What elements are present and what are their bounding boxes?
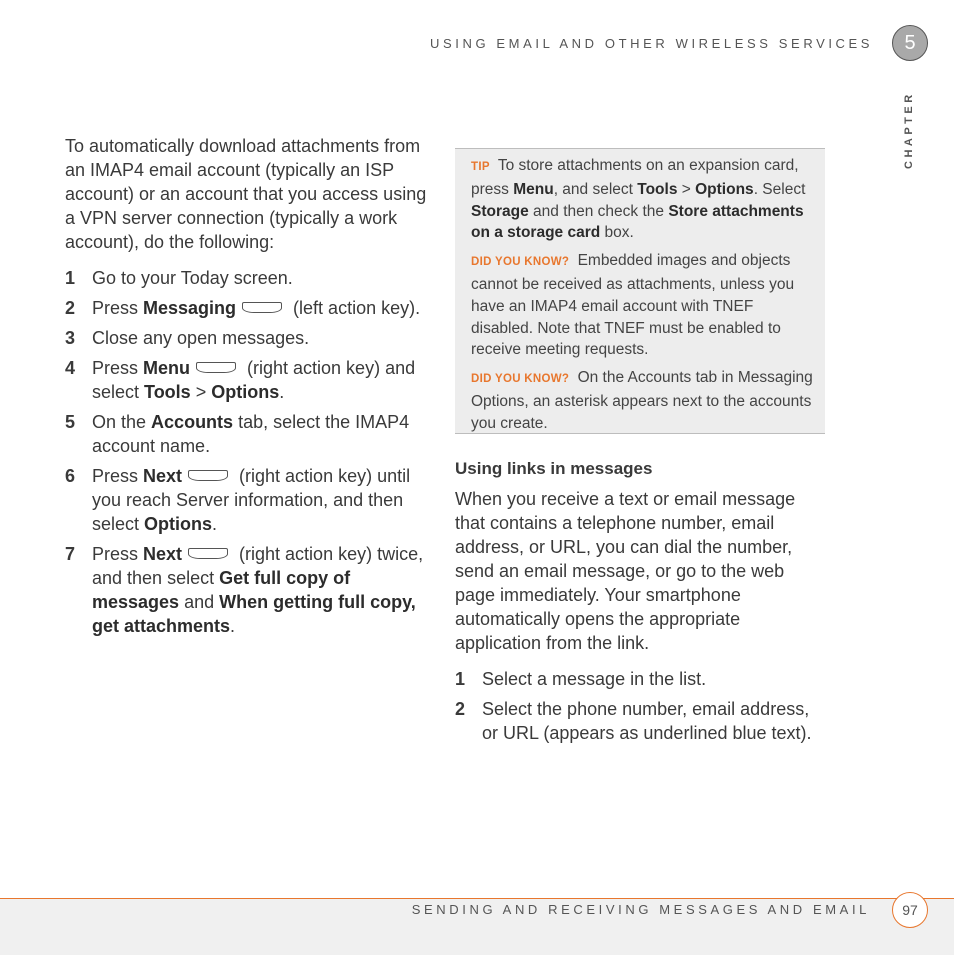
ui-term: Store attachments on a storage card — [471, 202, 804, 242]
ui-term: Accounts — [151, 412, 234, 432]
ui-term: Messaging — [143, 298, 237, 318]
tip-text: box. — [600, 224, 634, 242]
step-number: 6 — [65, 466, 76, 486]
running-footer: SENDING AND RECEIVING MESSAGES AND EMAIL — [411, 902, 870, 917]
list-item — [65, 266, 435, 290]
did-you-know-paragraph — [471, 250, 813, 361]
step-text: Select a message in the list. — [482, 669, 707, 689]
ui-term: Menu — [513, 180, 554, 198]
step-text: and — [179, 592, 220, 612]
imap-steps-list — [65, 266, 435, 638]
did-you-know-label: DID YOU KNOW? — [471, 373, 570, 386]
step-text: Press — [92, 466, 144, 486]
ui-term: Storage — [471, 202, 529, 220]
chapter-label: CHAPTER — [903, 91, 915, 169]
did-you-know-text: Embedded images and objects cannot be received as attachments, unless you have an IMAP4 email account with TNEF disabled. Note that TNEF must be enabled to receive meeting requests. — [471, 252, 795, 359]
step-text: (right action key) until you reach Server information, and then select — [92, 466, 411, 534]
step-number: 5 — [65, 412, 76, 432]
list-item — [65, 410, 435, 458]
tip-text: and then check the — [528, 202, 669, 220]
step-text: Select the phone number, email address, or URL (appears as underlined blue text). — [482, 699, 812, 743]
step-text: On the — [92, 412, 152, 432]
ui-term: Tools — [637, 180, 678, 198]
list-item — [65, 356, 435, 404]
tip-text: To store attachments on an expansion card, press — [471, 157, 799, 198]
step-text: tab, select the IMAP4 account name. — [92, 412, 410, 456]
ui-term: When getting full copy, get attachments — [92, 592, 416, 636]
right-column — [455, 457, 825, 751]
step-text: (right action key) twice, and then select — [92, 544, 424, 588]
list-item — [455, 697, 825, 745]
step-number: 3 — [65, 328, 76, 348]
step-text: Close any open messages. — [92, 328, 310, 348]
step-text: . — [212, 514, 218, 534]
chapter-number-badge: 5 — [892, 25, 928, 61]
links-steps-list — [455, 667, 825, 745]
step-text: (left action key). — [288, 298, 421, 318]
separator-text: > — [190, 382, 212, 402]
intro-paragraph: To automatically download attachments from an IMAP4 email account (typically an ISP account) or an account that you access using a VPN server connection (typically a work account), do the following: — [65, 136, 427, 252]
step-text: . — [230, 616, 236, 636]
section-heading: Using links in messages — [455, 459, 653, 478]
step-text: Press — [92, 544, 144, 564]
list-item — [65, 326, 435, 350]
step-number: 7 — [65, 544, 76, 564]
list-item — [65, 464, 435, 536]
step-number: 4 — [65, 358, 76, 378]
right-action-key-icon — [188, 548, 228, 559]
did-you-know-text: On the Accounts tab in Messaging Options, an asterisk appears next to the accounts you create. — [471, 369, 813, 432]
ui-term: Options — [695, 180, 754, 198]
page-number-badge: 97 — [892, 892, 928, 928]
tip-sidebar — [455, 148, 825, 434]
step-number: 1 — [65, 268, 76, 288]
ui-term: Options — [144, 514, 213, 534]
ui-term: Next — [143, 466, 183, 486]
right-action-key-icon — [196, 362, 236, 373]
step-number: 1 — [455, 669, 466, 689]
running-header: USING EMAIL AND OTHER WIRELESS SERVICES — [430, 36, 874, 51]
ui-term: Menu — [143, 358, 191, 378]
ui-term: Options — [211, 382, 280, 402]
step-text: Press — [92, 358, 144, 378]
tip-label: TIP — [471, 161, 490, 173]
left-action-key-icon — [242, 302, 282, 313]
list-item — [65, 296, 435, 320]
tip-paragraph — [471, 155, 813, 244]
did-you-know-label: DID YOU KNOW? — [471, 256, 570, 269]
left-column — [65, 134, 435, 644]
step-number: 2 — [65, 298, 76, 318]
ui-term: Get full copy of messages — [92, 568, 351, 612]
step-text: Press — [92, 298, 144, 318]
step-text: Go to your Today screen. — [92, 268, 293, 288]
right-action-key-icon — [188, 470, 228, 481]
step-number: 2 — [455, 699, 466, 719]
list-item — [65, 542, 435, 638]
separator-text: > — [677, 180, 696, 198]
links-paragraph: When you receive a text or email message that contains a telephone number, email address, or URL, you can dial the number, send an email message, or go to the web page immediately. Your smartphone automatically opens the appropriate application from the link. — [455, 489, 796, 653]
ui-term: Tools — [144, 382, 191, 402]
tip-text: , and select — [553, 180, 638, 198]
did-you-know-paragraph — [471, 367, 813, 434]
step-text: . — [279, 382, 285, 402]
ui-term: Next — [143, 544, 183, 564]
list-item — [455, 667, 825, 691]
step-text: (right action key) and select — [92, 358, 416, 402]
tip-text: . Select — [753, 180, 806, 198]
